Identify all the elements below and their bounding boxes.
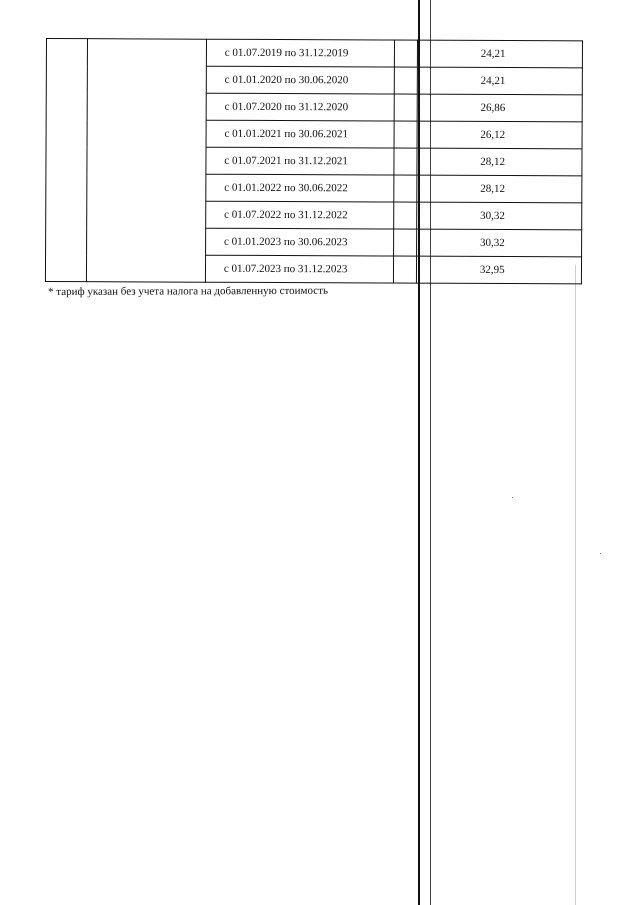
period-cell: с 01.07.2023 по 31.12.2023 [205,255,393,283]
tariff-value-cell: 28,12 [417,175,582,203]
tariff-value-cell: 30,32 [417,202,582,230]
tariff-value-cell: 28,12 [417,148,582,176]
period-cell: с 01.01.2020 по 30.06.2020 [206,66,394,94]
merged-cell-a [45,39,87,282]
tariff-value-cell: 24,21 [418,40,583,68]
merged-cell-b [86,39,206,283]
empty-cell [394,67,418,94]
scan-speck [600,553,601,554]
tariff-table [45,38,583,284]
tariff-value-cell: 24,21 [418,67,583,95]
period-cell: с 01.07.2020 по 31.12.2020 [206,93,394,121]
empty-cell [394,94,418,121]
page-edge-line [575,265,576,905]
tariff-value-cell: 26,86 [418,94,583,122]
tariff-value-cell: 30,32 [417,229,582,257]
empty-cell [394,148,418,175]
period-cell: с 01.07.2019 по 31.12.2019 [206,39,394,67]
period-cell: с 01.07.2021 по 31.12.2021 [206,147,394,175]
empty-cell [393,229,417,256]
tariff-value-cell: 32,95 [417,256,582,284]
table-row [46,39,582,68]
period-cell: с 01.07.2022 по 31.12.2022 [206,201,394,229]
tariff-value-cell: 26,12 [418,121,583,149]
empty-cell [394,40,418,67]
scan-speck [512,497,513,498]
period-cell: с 01.01.2021 по 30.06.2021 [206,120,394,148]
period-cell: с 01.01.2023 по 30.06.2023 [205,228,393,256]
empty-cell [393,256,417,283]
empty-cell [394,175,418,202]
period-cell: с 01.01.2022 по 30.06.2022 [206,174,394,202]
empty-cell [394,202,418,229]
footnote: * тариф указан без учета налога на добавленную стоимость [48,284,329,298]
empty-cell [394,121,418,148]
